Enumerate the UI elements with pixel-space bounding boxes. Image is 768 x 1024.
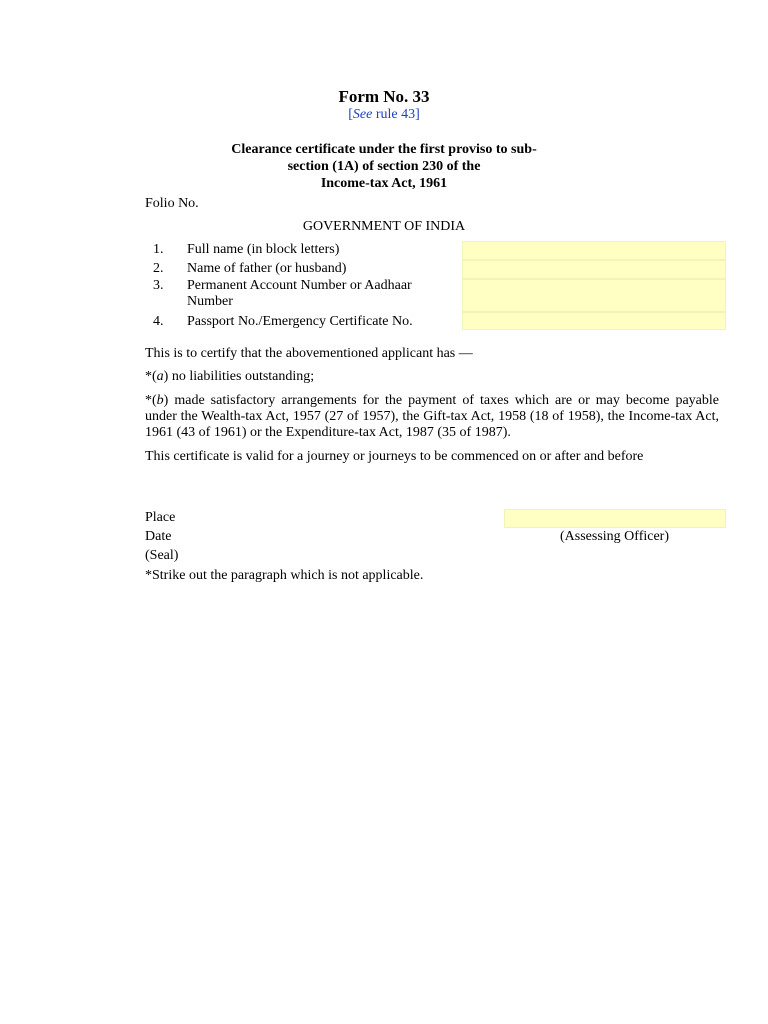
government-heading: GOVERNMENT OF INDIA bbox=[302, 219, 466, 234]
assessing-officer-label: (Assessing Officer) bbox=[560, 529, 669, 544]
heading-line-3: Income-tax Act, 1961 bbox=[320, 176, 448, 191]
place-label: Place bbox=[145, 510, 176, 525]
item-number: 2. bbox=[153, 261, 164, 276]
father-name-field[interactable] bbox=[462, 260, 726, 279]
certify-intro: This is to certify that the abovementioned applicant has — bbox=[145, 346, 473, 361]
clause-a-letter: a bbox=[156, 369, 164, 384]
clause-a bbox=[145, 369, 719, 385]
item-label-pan-aadhaar: Permanent Account Number or Aadhaar Number bbox=[187, 278, 412, 309]
item-number: 1. bbox=[153, 242, 164, 257]
rule-text: rule 43] bbox=[372, 107, 420, 122]
clause-b bbox=[145, 393, 719, 441]
item-number: 4. bbox=[153, 314, 164, 329]
form-heading bbox=[0, 141, 768, 192]
item-label-father-name: Name of father (or husband) bbox=[187, 261, 347, 276]
clause-a-text: ) no liabilities outstanding; bbox=[163, 369, 315, 384]
seal-label: (Seal) bbox=[145, 548, 179, 563]
form-title: Form No. 33 bbox=[338, 87, 430, 106]
rule-open-bracket: [ bbox=[348, 107, 353, 122]
heading-line-2: section (1A) of section 230 of the bbox=[287, 159, 481, 174]
clause-a-prefix: *( bbox=[145, 369, 157, 384]
signature-field[interactable] bbox=[504, 509, 726, 528]
full-name-field[interactable] bbox=[462, 241, 726, 260]
folio-label: Folio No. bbox=[145, 196, 199, 211]
item-number: 3. bbox=[153, 278, 164, 293]
pan-aadhaar-field[interactable] bbox=[462, 279, 726, 312]
rule-see-word: See bbox=[352, 107, 373, 122]
validity-statement: This certificate is valid for a journey or journeys to be commenced on or after and before bbox=[145, 449, 644, 464]
clause-b-letter: b bbox=[156, 393, 164, 408]
item-label-passport: Passport No./Emergency Certificate No. bbox=[187, 314, 413, 329]
strike-out-note: *Strike out the paragraph which is not applicable. bbox=[145, 568, 424, 583]
date-label: Date bbox=[145, 529, 172, 544]
clause-b-text: ) made satisfactory arrangements for the payment of taxes which are or may become payable under the Wealth-tax Act, 1957 (27 of 1957), the Gift-tax Act, 1958 (18 of 1958), the Income-tax Act, 1961 (43 of 1961) or the Expenditure-tax Act, 1987 (35 of 1987). bbox=[145, 393, 719, 440]
heading-line-1: Clearance certificate under the first proviso to sub- bbox=[231, 142, 537, 157]
rule-reference bbox=[0, 107, 768, 123]
passport-field[interactable] bbox=[462, 312, 726, 330]
clause-b-prefix: *( bbox=[145, 393, 157, 408]
item-label-full-name: Full name (in block letters) bbox=[187, 242, 340, 257]
